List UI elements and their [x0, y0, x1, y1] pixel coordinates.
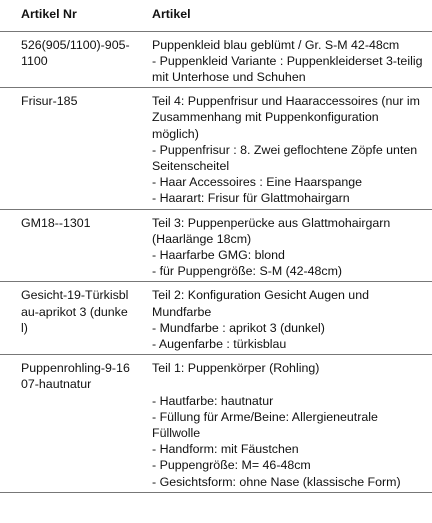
description-line: - Puppenfrisur : 8. Zwei geflochtene Zöpfe unten Seitenscheitel — [152, 142, 418, 173]
description-line: - Füllung für Arme/Beine: Allergieneutrale Füllwolle — [152, 409, 378, 440]
description-line: - Puppenkleid Variante : Puppenkleiderset 3-teilig mit Unterhose und Schuhen — [152, 53, 423, 84]
table-header-row — [0, 0, 432, 31]
column-header-artikel-nr: Artikel Nr — [21, 7, 77, 21]
description-line: Puppenkleid blau geblümt / Gr. S-M 42-48cm — [152, 37, 400, 52]
column-header-artikel: Artikel — [152, 7, 191, 21]
article-number: 526(905/1100)-905-1100 — [21, 37, 130, 68]
article-number: Puppenrohling-9-1607-hautnatur — [21, 361, 130, 392]
description-line — [152, 376, 426, 392]
article-description — [136, 355, 432, 493]
description-line: Teil 4: Puppenfrisur und Haaraccessoires (nur im Zusammenhang mit Puppenkonfiguration möglich) — [152, 94, 420, 141]
description-line: Teil 3: Puppenperücke aus Glattmohairgarn (Haarlänge 18cm) — [152, 215, 391, 246]
table-row — [0, 355, 432, 493]
table-row — [0, 282, 432, 355]
description-line: - Haar Accessoires : Eine Haarspange — [152, 175, 363, 190]
description-line: - Gesichtsform: ohne Nase (klassische Form) — [152, 474, 401, 489]
article-number: Gesicht-19-Türkisblau-aprikot 3 (dunkel) — [21, 288, 129, 335]
description-line: Teil 1: Puppenkörper (Rohling) — [152, 361, 320, 376]
article-description — [136, 282, 432, 355]
article-description — [136, 88, 432, 209]
article-description — [136, 209, 432, 282]
description-line: - Augenfarbe : türkisblau — [152, 336, 287, 351]
description-line: Teil 2: Konfiguration Gesicht Augen und Mundfarbe — [152, 288, 369, 319]
description-line: - für Puppengröße: S-M (42-48cm) — [152, 264, 343, 279]
description-line: - Handform: mit Fäustchen — [152, 442, 299, 457]
article-description — [136, 31, 432, 88]
description-line: - Haarart: Frisur für Glattmohairgarn — [152, 191, 350, 206]
table-row — [0, 88, 432, 209]
table-row — [0, 209, 432, 282]
article-number: GM18--1301 — [21, 215, 91, 230]
description-line: - Puppengröße: M= 46-48cm — [152, 458, 311, 473]
description-line: - Haarfarbe GMG: blond — [152, 247, 285, 262]
table-row — [0, 31, 432, 88]
article-number: Frisur-185 — [21, 94, 78, 109]
description-line: - Hautfarbe: hautnatur — [152, 393, 274, 408]
description-line: - Mundfarbe : aprikot 3 (dunkel) — [152, 320, 325, 335]
